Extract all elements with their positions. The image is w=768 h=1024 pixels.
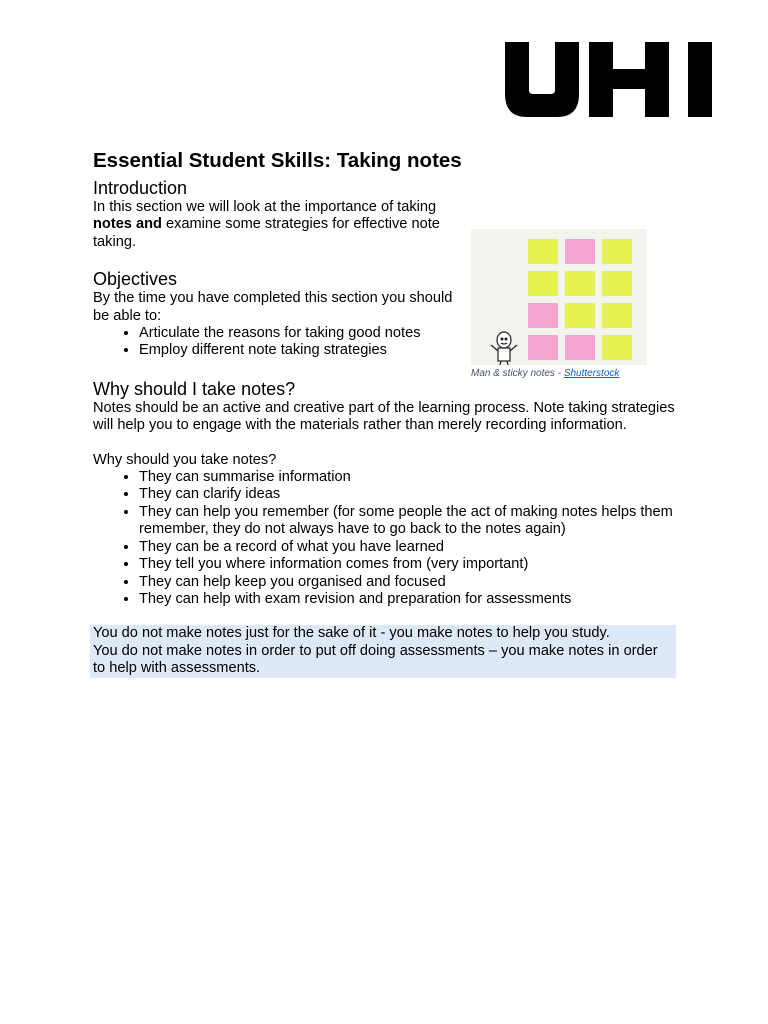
objectives-list: [93, 325, 465, 360]
sticky-note: [602, 303, 632, 328]
sticky-note: [528, 239, 558, 264]
intro-heading: Introduction: [93, 178, 188, 198]
caption-text: Man & sticky notes -: [471, 368, 564, 379]
list-item: • They can help with exam revision and preparation for assessments: [139, 591, 683, 608]
sticky-note: [528, 303, 558, 328]
sticky-note: [565, 271, 595, 296]
list-item: • Employ different note taking strategies: [139, 342, 465, 359]
why-heading: Why should I take notes?: [93, 378, 296, 399]
list-item: • They can clarify ideas: [139, 486, 683, 503]
sticky-notes-image: [471, 229, 647, 365]
sticky-note: [565, 303, 595, 328]
list-item: • They can help you remember (for some people the act of making notes helps them remember, they do not always have to go back to the notes again): [139, 504, 683, 539]
list-item: • They can summarise information: [139, 469, 683, 486]
intro-text-start: In this section we will look at the importance of taking: [93, 199, 437, 215]
objectives-heading: Objectives: [93, 269, 178, 290]
intro-text-bold: notes and: [93, 216, 162, 233]
why-paragraph: Notes should be an active and creative part of the learning process. Note taking strategies will help you to engage with the materials rather than merely recording information.: [93, 399, 675, 434]
shutterstock-link[interactable]: Shutterstock: [563, 368, 620, 379]
sticky-note: [602, 335, 632, 360]
uhi-logo: [505, 42, 712, 117]
sticky-notes-illustration: [471, 229, 647, 365]
sticky-notes-figure: [471, 229, 651, 380]
intro-section: [93, 177, 683, 379]
list-item: • They can be a record of what you have learned: [139, 539, 683, 556]
sticky-note: [602, 239, 632, 264]
man-figure: [491, 332, 517, 365]
figure-caption: [471, 367, 651, 380]
why-list: [93, 469, 683, 608]
sticky-note: [528, 271, 558, 296]
callout-line-2: You do not make notes in order to put off doing assessments – you make notes in order to help with assessments.: [93, 642, 658, 677]
uhi-logo-mark: [505, 42, 712, 117]
list-item: • They can help keep you organised and focused: [139, 574, 683, 591]
intro-text-end: examine some strategies for effective note taking.: [93, 216, 440, 250]
callout-line-1: You do not make notes just for the sake of it - you make notes to help you study.: [93, 625, 610, 642]
sticky-note: [528, 335, 558, 360]
sticky-note: [602, 271, 632, 296]
sticky-note: [565, 239, 595, 264]
why-question: Why should you take notes?: [93, 451, 277, 468]
list-item: • Articulate the reasons for taking good notes: [139, 325, 465, 342]
sticky-note: [565, 335, 595, 360]
page-title: Essential Student Skills: Taking notes: [93, 149, 462, 172]
intro-paragraph: [93, 199, 465, 251]
document-body: [93, 148, 683, 678]
objectives-lead: By the time you have completed this section you should be able to:: [93, 290, 453, 324]
highlight-callout: [90, 625, 676, 677]
list-item: • They tell you where information comes from (very important): [139, 556, 683, 573]
